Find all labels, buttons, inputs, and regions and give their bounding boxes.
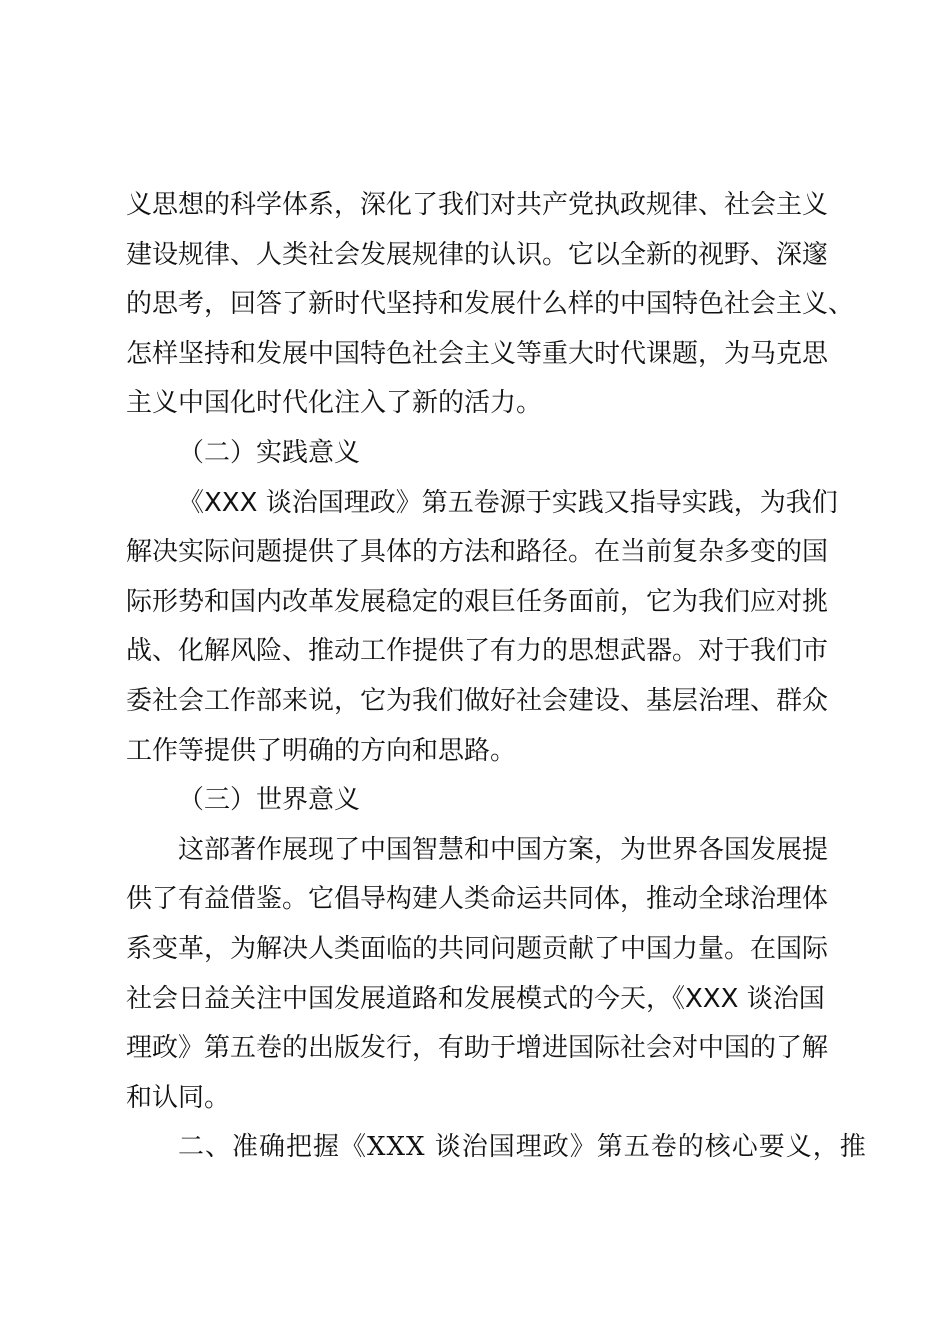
paragraph-3-line-3: 系变革，为解决人类面临的共同问题贡献了中国力量。在国际 [126,933,829,964]
paragraph-1-line-5: 主义中国化时代化注入了新的活力。 [126,388,543,419]
subheading-world-significance: （三）世界意义 [178,785,361,816]
paragraph-3-line-5: 理政》第五卷的出版发行，有助于增进国际社会对中国的了解 [126,1033,829,1064]
paragraph-1-line-4: 怎样坚持和发展中国特色社会主义等重大时代课题，为马克思 [126,338,829,369]
paragraph-2-line-4: 战、化解风险、推动工作提供了有力的思想武器。对于我们市 [126,636,829,667]
paragraph-3-line-4: 社会日益关注中国发展道路和发展模式的今天，《XXX 谈治国 [126,983,825,1014]
paragraph-3-line-6: 和认同。 [126,1082,231,1113]
paragraph-2-line-3: 际形势和国内改革发展稳定的艰巨任务面前，它为我们应对挑 [126,586,829,617]
paragraph-1-line-1: 义思想的科学体系，深化了我们对共产党执政规律、社会主义 [126,190,829,220]
paragraph-3-line-1: 这部著作展现了中国智慧和中国方案，为世界各国发展提 [178,834,829,865]
paragraph-1-line-2: 建设规律、人类社会发展规律的认识。它以全新的视野、深邃 [126,239,829,270]
subheading-practical-significance: （二）实践意义 [178,437,361,468]
document-body [126,181,867,1173]
paragraph-3-line-2: 供了有益借鉴。它倡导构建人类命运共同体，推动全球治理体 [126,884,829,915]
paragraph-2-line-6: 工作等提供了明确的方向和思路。 [126,735,517,766]
paragraph-1-line-3: 的思考，回答了新时代坚持和发展什么样的中国特色社会主义、 [126,289,855,320]
paragraph-2-line-1: 《XXX 谈治国理政》第五卷源于实践又指导实践，为我们 [178,487,838,518]
paragraph-2-line-2: 解决实际问题提供了具体的方法和路径。在当前复杂多变的国 [126,537,829,568]
paragraph-2-line-5: 委社会工作部来说，它为我们做好社会建设、基层治理、群众 [126,685,829,716]
section-heading-two: 二、准确把握《XXX 谈治国理政》第五卷的核心要义，推 [178,1132,867,1163]
